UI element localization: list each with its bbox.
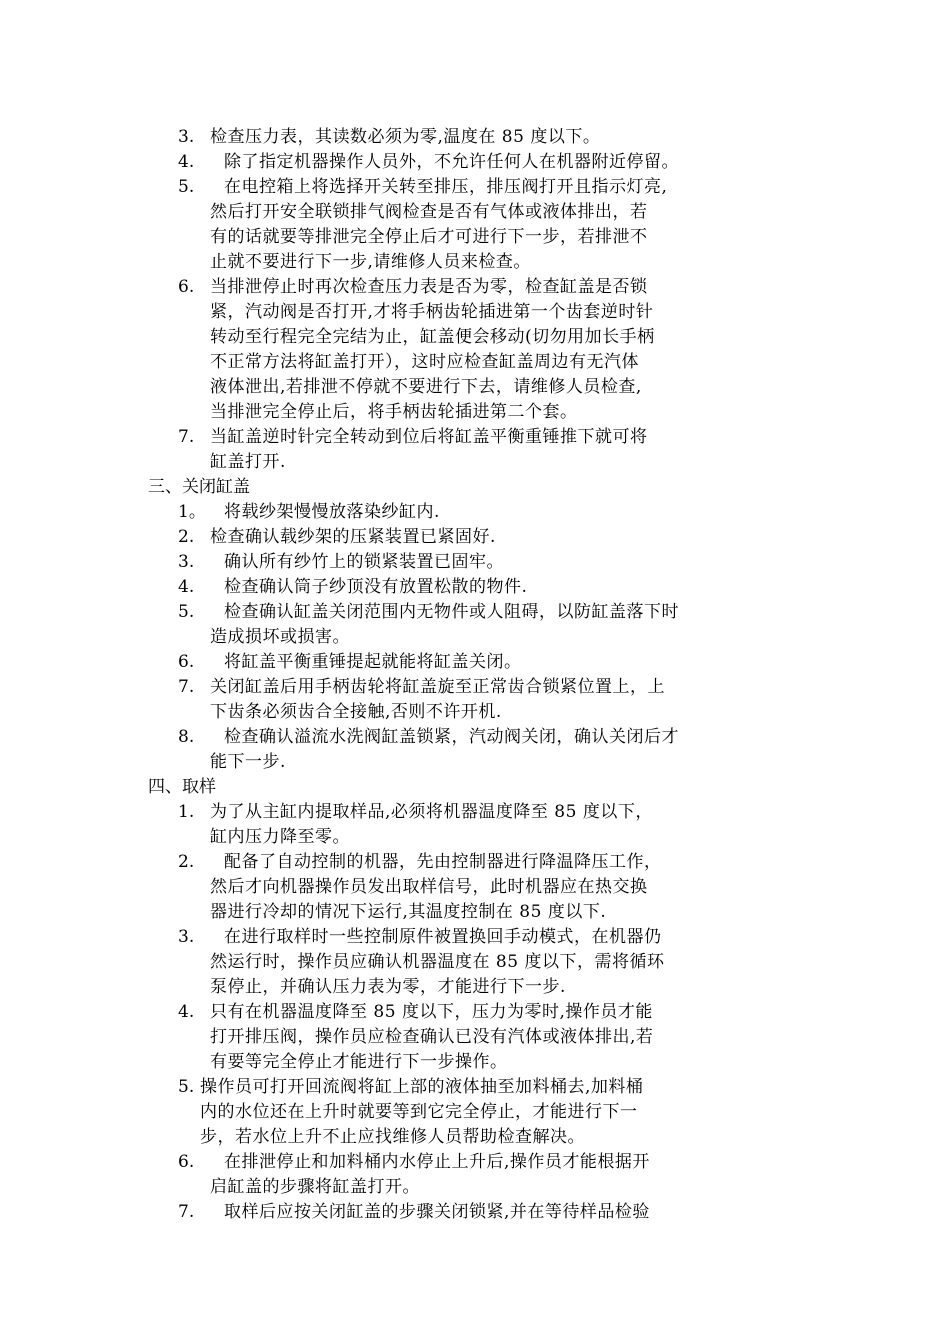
item-number: 7. xyxy=(178,677,195,697)
item-number: 6. xyxy=(178,652,195,672)
item-text-line: 在进行取样时一些控制原件被置换回手动模式，在机器仍 xyxy=(224,927,662,947)
item-text-line: 下齿条必须齿合全接触,否则不许开机. xyxy=(210,702,502,722)
item-text-line: 步，若水位上升不止应找维修人员帮助检查解决。 xyxy=(200,1127,585,1147)
item-text-line: 当排泄停止时再次检查压力表是否为零，检查缸盖是否锁 xyxy=(210,277,648,297)
list-item xyxy=(178,125,601,150)
list-item xyxy=(178,525,496,550)
item-text-line: 只有在机器温度降至 85 度以下，压力为零时,操作员才能 xyxy=(210,1002,653,1022)
item-text-line: 启缸盖的步骤将缸盖打开。 xyxy=(210,1177,420,1197)
list-item xyxy=(178,175,668,275)
item-text-line: 然后打开安全联锁排气阀检查是否有气体或液体排出，若 xyxy=(210,202,648,222)
item-text-line: 有的话就要等排泄完全停止后才可进行下一步，若排泄不 xyxy=(210,227,648,247)
item-number: 5. xyxy=(178,177,195,197)
item-number: 3. xyxy=(178,127,195,147)
item-text-line: 紧，汽动阀是否打开,才将手柄齿轮插进第一个齿套逆时针 xyxy=(210,302,654,322)
item-text-line: 取样后应按关闭缸盖的步骤关闭锁紧,并在等待样品检验 xyxy=(224,1202,650,1222)
item-text-line: 检查确认溢流水洗阀缸盖锁紧，汽动阀关闭，确认关闭后才 xyxy=(224,727,679,747)
item-number: 7. xyxy=(178,427,195,447)
item-text-line: 器进行冷却的情况下运行,其温度控制在 85 度以下. xyxy=(210,902,607,922)
section-heading: 三、关闭缸盖 xyxy=(148,477,250,497)
item-text-line: 操作员可打开回流阀将缸上部的液体抽至加料桶去,加料桶 xyxy=(200,1077,644,1097)
list-item xyxy=(178,650,522,675)
item-text-line: 液体泄出,若排泄不停就不要进行下去，请维修人员检查, xyxy=(210,377,642,397)
item-text-line: 检查压力表，其读数必须为零,温度在 85 度以下。 xyxy=(210,127,601,147)
item-text-line: 止就不要进行下一步,请维修人员来检查。 xyxy=(210,252,531,272)
item-text-line: 在排泄停止和加料桶内水停止上升后,操作员才能根据开 xyxy=(224,1152,650,1172)
item-text-line: 关闭缸盖后用手柄齿轮将缸盖旋至正常齿合锁紧位置上，上 xyxy=(210,677,665,697)
item-text-line: 然运行时，操作员应确认机器温度在 85 度以下，需将循环 xyxy=(210,952,665,972)
item-number: 3. xyxy=(178,552,195,572)
list-item xyxy=(178,575,528,600)
item-text-line: 当缸盖逆时针完全转动到位后将缸盖平衡重锤推下就可将 xyxy=(210,427,648,447)
item-text-line: 配备了自动控制的机器，先由控制器进行降温降压工作， xyxy=(224,852,662,872)
item-number: 7. xyxy=(178,1202,195,1222)
item-text-line: 能下一步. xyxy=(210,752,286,772)
item-number: 6. xyxy=(178,277,195,297)
item-number: 4. xyxy=(178,152,195,172)
list-item xyxy=(178,1075,644,1150)
list-item xyxy=(178,425,648,475)
list-item xyxy=(178,850,662,925)
list-item xyxy=(178,1200,650,1225)
list-item xyxy=(178,150,679,175)
list-item xyxy=(178,675,665,725)
item-text-line: 确认所有纱竹上的锁紧装置已固牢。 xyxy=(224,552,504,572)
item-number: 6. xyxy=(178,1152,195,1172)
item-number: 8. xyxy=(178,727,195,747)
item-text-line: 转动至行程完全完结为止，缸盖便会移动(切勿用加长手柄 xyxy=(210,327,655,347)
item-text-line: 不正常方法将缸盖打开），这时应检查缸盖周边有无汽体 xyxy=(210,352,639,372)
list-item xyxy=(178,1150,650,1200)
list-item xyxy=(178,725,679,775)
item-text-line: 打开排压阀，操作员应检查确认已没有汽体或液体排出,若 xyxy=(210,1027,654,1047)
item-text-line: 内的水位还在上升时就要等到它完全停止，才能进行下一 xyxy=(200,1102,638,1122)
item-text-line: 然后才向机器操作员发出取样信号，此时机器应在热交换 xyxy=(210,877,648,897)
item-text-line: 泵停止，并确认压力表为零，才能进行下一步. xyxy=(210,977,566,997)
item-text-line: 当排泄完全停止后，将手柄齿轮插进第二个套。 xyxy=(210,402,578,422)
item-number: 4. xyxy=(178,1002,195,1022)
section-heading: 四、取样 xyxy=(148,777,216,797)
list-item xyxy=(178,1000,654,1075)
item-text-line: 检查确认缸盖关闭范围内无物件或人阻碍，以防缸盖落下时 xyxy=(224,602,679,622)
item-number: 3. xyxy=(178,927,195,947)
item-text-line: 将缸盖平衡重锤提起就能将缸盖关闭。 xyxy=(224,652,522,672)
item-text-line: 缸盖打开. xyxy=(210,452,286,472)
item-text-line: 缸内压力降至零。 xyxy=(210,827,350,847)
item-number: 1. xyxy=(178,802,195,822)
list-item xyxy=(178,500,440,525)
item-text-line: 除了指定机器操作人员外，不允许任何人在机器附近停留。 xyxy=(224,152,679,172)
item-number: 2. xyxy=(178,852,195,872)
item-number: 2. xyxy=(178,527,195,547)
item-text-line: 为了从主缸内提取样品,必须将机器温度降至 85 度以下， xyxy=(210,802,653,822)
item-number: 5. xyxy=(178,1077,195,1097)
item-text-line: 检查确认筒子纱顶没有放置松散的物件. xyxy=(224,577,528,597)
list-item xyxy=(178,275,655,425)
list-item xyxy=(178,800,653,850)
item-text-line: 检查确认载纱架的压紧装置已紧固好. xyxy=(210,527,496,547)
list-item xyxy=(178,600,679,650)
item-text-line: 造成损坏或损害。 xyxy=(210,627,350,647)
list-item xyxy=(178,550,504,575)
item-text-line: 有要等完全停止才能进行下一步操作。 xyxy=(210,1052,508,1072)
item-number: 1。 xyxy=(178,502,206,522)
item-text-line: 将载纱架慢慢放落染纱缸内. xyxy=(224,502,440,522)
item-number: 5. xyxy=(178,602,195,622)
item-text-line: 在电控箱上将选择开关转至排压，排压阀打开且指示灯亮, xyxy=(224,177,668,197)
item-number: 4. xyxy=(178,577,195,597)
list-item xyxy=(178,925,665,1000)
